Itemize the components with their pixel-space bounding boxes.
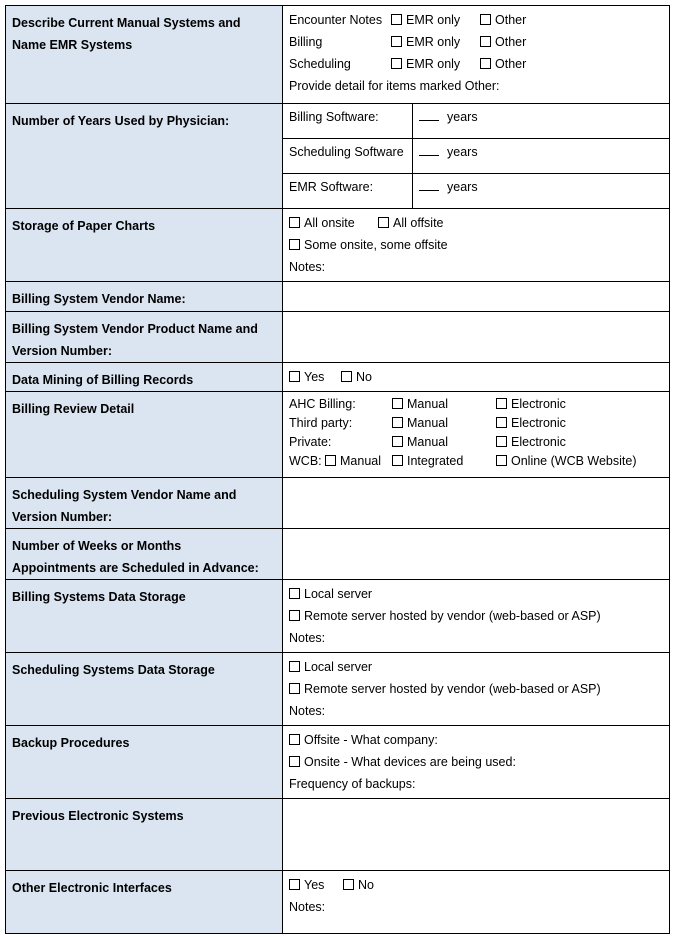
option-label: Local server [304,660,373,674]
review-row [289,433,664,452]
review-row [289,395,664,414]
option-label: Online (WCB Website) [511,454,637,468]
years-row [283,174,669,209]
row-billing-vendor [6,282,670,312]
option-label: Manual [407,397,448,411]
electronic-checkbox[interactable] [496,436,507,447]
manual-checkbox[interactable] [392,417,403,428]
row-data-mining [6,363,670,392]
payer-name: WCB: [289,454,322,468]
electronic-checkbox[interactable] [496,417,507,428]
software-name: Scheduling Software [283,139,413,174]
label-line: Version Number: [12,510,113,524]
option-label: Manual [340,454,381,468]
option-label: Electronic [511,416,566,430]
option-label: Electronic [511,435,566,449]
all-onsite-checkbox[interactable] [289,217,300,228]
label-billing-review: Billing Review Detail [6,392,283,478]
years-row [283,104,669,139]
row-billing-review [6,392,670,478]
emr-only-checkbox[interactable] [391,58,402,69]
option-label: All offsite [393,216,444,230]
option-label: Other [495,57,527,71]
option-label: Yes [304,370,325,384]
value-billing-storage [283,580,670,653]
option-row [289,656,664,678]
label-line: Scheduling System Vendor Name and [12,488,237,502]
option-label: No [358,878,374,892]
label-billing-storage: Billing Systems Data Storage [6,580,283,653]
option-row [289,212,664,234]
value-other-interfaces [283,871,670,934]
scheduling-vendor-field[interactable] [283,478,670,529]
system-name: Billing [289,35,323,49]
value-backup [283,726,670,799]
offsite-checkbox[interactable] [289,734,300,745]
label-advance [6,529,283,580]
row-advance [6,529,670,580]
option-label: All onsite [304,216,355,230]
payer-name: Private: [289,435,332,449]
row-backup [6,726,670,799]
row-billing-product [6,312,670,363]
row-other-interfaces [6,871,670,934]
label-line: Describe Current Manual Systems and [12,16,241,30]
review-row-wcb [289,452,664,471]
label-other-interfaces: Other Electronic Interfaces [6,871,283,934]
value-years-used [283,104,670,209]
previous-systems-field[interactable] [283,799,670,871]
years-cell [413,104,670,139]
value-data-mining [283,363,670,392]
payer-name: Third party: [289,416,353,430]
label-years-used: Number of Years Used by Physician: [6,104,283,209]
years-unit: years [447,145,478,159]
other-checkbox[interactable] [480,58,491,69]
row-current-systems [6,6,670,104]
other-checkbox[interactable] [480,14,491,25]
yes-checkbox[interactable] [289,879,300,890]
row-scheduling-storage [6,653,670,726]
years-blank[interactable] [419,110,439,121]
label-paper-charts: Storage of Paper Charts [6,209,283,282]
years-unit: years [447,180,478,194]
option-label: Electronic [511,397,566,411]
option-label: Other [495,35,527,49]
option-row [289,678,664,700]
wcb-manual-checkbox[interactable] [325,455,336,466]
label-line: Number of Weeks or Months [12,539,182,553]
label-line: Name EMR Systems [12,38,133,52]
option-row [289,729,664,751]
years-blank[interactable] [419,180,439,191]
wcb-online-checkbox[interactable] [496,455,507,466]
label-line: Appointments are Scheduled in Advance: [12,561,259,575]
years-row [283,139,669,174]
frequency-label: Frequency of backups: [289,777,416,791]
value-paper-charts [283,209,670,282]
label-backup: Backup Procedures [6,726,283,799]
option-label: Local server [304,587,373,601]
advance-field[interactable] [283,529,670,580]
option-label: Yes [304,878,325,892]
notes-label: Notes: [289,900,326,914]
software-name: EMR Software: [283,174,413,209]
option-label: Onsite - What devices are being used: [304,755,516,769]
option-row [289,234,664,256]
manual-checkbox[interactable] [392,436,403,447]
wcb-integrated-checkbox[interactable] [392,455,403,466]
option-label: Offsite - What company: [304,733,438,747]
option-label: Manual [407,416,448,430]
option-label: EMR only [406,57,461,71]
label-line: Version Number: [12,344,113,358]
notes-label: Notes: [289,631,326,645]
years-unit: years [447,110,478,124]
years-cell [413,174,670,209]
electronic-checkbox[interactable] [496,398,507,409]
row-paper-charts [6,209,670,282]
emr-only-checkbox[interactable] [391,36,402,47]
row-billing-storage [6,580,670,653]
label-billing-vendor: Billing System Vendor Name: [6,282,283,312]
option-row-scheduling [289,53,664,75]
years-subtable [283,104,669,208]
years-cell [413,139,670,174]
option-label: Other [495,13,527,27]
system-name: Encounter Notes [289,13,383,27]
label-current-systems [6,6,283,104]
yes-checkbox[interactable] [289,371,300,382]
review-row [289,414,664,433]
label-scheduling-storage: Scheduling Systems Data Storage [6,653,283,726]
billing-vendor-field[interactable] [283,282,670,312]
option-row [289,605,664,627]
option-row-billing [289,31,664,53]
option-label: Some onsite, some offsite [304,238,448,252]
remote-server-checkbox[interactable] [289,683,300,694]
row-years-used [6,104,670,209]
detail-prompt: Provide detail for items marked Other: [289,79,500,93]
notes-label: Notes: [289,260,326,274]
system-name: Scheduling [289,57,351,71]
local-server-checkbox[interactable] [289,661,300,672]
option-label: EMR only [406,13,461,27]
label-data-mining: Data Mining of Billing Records [6,363,283,392]
value-billing-review [283,392,670,478]
option-row-encounter-notes [289,9,664,31]
no-checkbox[interactable] [343,879,354,890]
local-server-checkbox[interactable] [289,588,300,599]
row-scheduling-vendor [6,478,670,529]
years-blank[interactable] [419,145,439,156]
option-label: EMR only [406,35,461,49]
emr-only-checkbox[interactable] [391,14,402,25]
option-label: Manual [407,435,448,449]
remote-server-checkbox[interactable] [289,610,300,621]
label-scheduling-vendor [6,478,283,529]
manual-checkbox[interactable] [392,398,403,409]
other-checkbox[interactable] [480,36,491,47]
option-row [289,583,664,605]
option-row [289,751,664,773]
label-line: Billing System Vendor Product Name and [12,322,258,336]
payer-name: AHC Billing: [289,397,356,411]
notes-label: Notes: [289,704,326,718]
all-offsite-checkbox[interactable] [378,217,389,228]
some-onsite-checkbox[interactable] [289,239,300,250]
label-billing-product [6,312,283,363]
value-current-systems [283,6,670,104]
software-name: Billing Software: [283,104,413,139]
option-label: Remote server hosted by vendor (web-based or ASP) [304,682,601,696]
option-label: Remote server hosted by vendor (web-based or ASP) [304,609,601,623]
label-previous: Previous Electronic Systems [6,799,283,871]
option-label: No [356,370,372,384]
billing-product-field[interactable] [283,312,670,363]
intake-form-table [5,5,670,934]
row-previous [6,799,670,871]
value-scheduling-storage [283,653,670,726]
onsite-checkbox[interactable] [289,756,300,767]
no-checkbox[interactable] [341,371,352,382]
option-label: Integrated [407,454,464,468]
option-row [289,874,664,896]
option-row [289,366,664,388]
